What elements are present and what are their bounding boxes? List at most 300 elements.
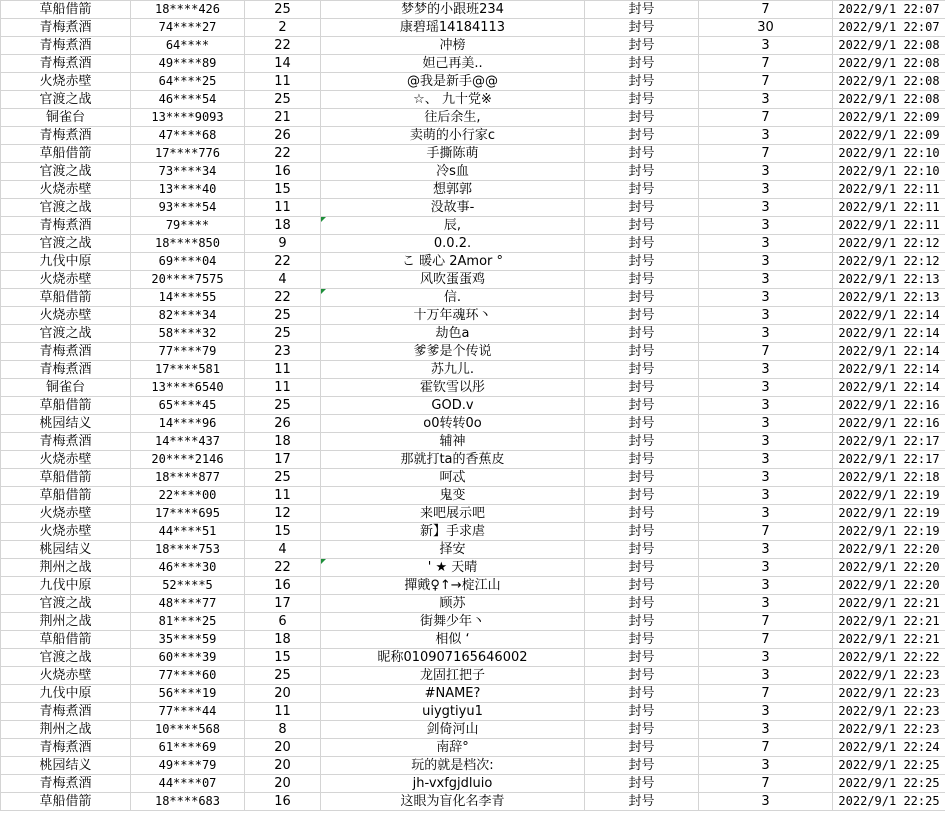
table-row[interactable]: [1, 631, 945, 649]
cell-action[interactable]: 封号: [585, 37, 699, 55]
table-row[interactable]: [1, 559, 945, 577]
cell-nickname[interactable]: ' ★ 天晴: [321, 559, 585, 577]
cell-nickname[interactable]: 择安: [321, 541, 585, 559]
cell-level[interactable]: 18: [245, 631, 321, 649]
cell-timestamp[interactable]: 2022/9/1 22:10: [833, 163, 945, 181]
table-row[interactable]: [1, 217, 945, 235]
cell-account[interactable]: 18****683: [131, 793, 245, 811]
cell-nickname[interactable]: 玩的就是档次:: [321, 757, 585, 775]
cell-server[interactable]: 铜雀台: [1, 379, 131, 397]
cell-server[interactable]: 铜雀台: [1, 109, 131, 127]
cell-timestamp[interactable]: 2022/9/1 22:19: [833, 523, 945, 541]
cell-server[interactable]: 九伐中原: [1, 253, 131, 271]
cell-server[interactable]: 火烧赤壁: [1, 667, 131, 685]
cell-account[interactable]: 49****89: [131, 55, 245, 73]
cell-days[interactable]: 3: [699, 235, 833, 253]
table-row[interactable]: [1, 343, 945, 361]
cell-nickname[interactable]: 冷s血: [321, 163, 585, 181]
cell-action[interactable]: 封号: [585, 181, 699, 199]
cell-timestamp[interactable]: 2022/9/1 22:08: [833, 37, 945, 55]
cell-level[interactable]: 11: [245, 73, 321, 91]
table-row[interactable]: [1, 793, 945, 811]
cell-server[interactable]: 草船借箭: [1, 631, 131, 649]
cell-server[interactable]: 荆州之战: [1, 721, 131, 739]
cell-timestamp[interactable]: 2022/9/1 22:14: [833, 307, 945, 325]
cell-timestamp[interactable]: 2022/9/1 22:08: [833, 73, 945, 91]
cell-timestamp[interactable]: 2022/9/1 22:20: [833, 559, 945, 577]
cell-days[interactable]: 3: [699, 307, 833, 325]
cell-level[interactable]: 26: [245, 127, 321, 145]
cell-days[interactable]: 30: [699, 19, 833, 37]
cell-days[interactable]: 3: [699, 415, 833, 433]
cell-server[interactable]: 官渡之战: [1, 199, 131, 217]
cell-action[interactable]: 封号: [585, 523, 699, 541]
cell-account[interactable]: 47****68: [131, 127, 245, 145]
cell-days[interactable]: 3: [699, 721, 833, 739]
cell-action[interactable]: 封号: [585, 649, 699, 667]
cell-timestamp[interactable]: 2022/9/1 22:07: [833, 19, 945, 37]
cell-server[interactable]: 官渡之战: [1, 91, 131, 109]
table-row[interactable]: [1, 469, 945, 487]
cell-action[interactable]: 封号: [585, 631, 699, 649]
cell-level[interactable]: 4: [245, 541, 321, 559]
cell-action[interactable]: 封号: [585, 325, 699, 343]
cell-nickname[interactable]: 龙固扛把子: [321, 667, 585, 685]
cell-timestamp[interactable]: 2022/9/1 22:13: [833, 271, 945, 289]
cell-account[interactable]: 93****54: [131, 199, 245, 217]
cell-days[interactable]: 3: [699, 37, 833, 55]
cell-nickname[interactable]: 这眼为盲化名李青: [321, 793, 585, 811]
cell-level[interactable]: 12: [245, 505, 321, 523]
cell-action[interactable]: 封号: [585, 1, 699, 19]
cell-timestamp[interactable]: 2022/9/1 22:20: [833, 541, 945, 559]
cell-account[interactable]: 18****753: [131, 541, 245, 559]
cell-level[interactable]: 11: [245, 199, 321, 217]
table-row[interactable]: [1, 775, 945, 793]
cell-timestamp[interactable]: 2022/9/1 22:19: [833, 487, 945, 505]
cell-action[interactable]: 封号: [585, 559, 699, 577]
cell-nickname[interactable]: 康碧瑶14184113: [321, 19, 585, 37]
cell-nickname[interactable]: 信.: [321, 289, 585, 307]
cell-days[interactable]: 3: [699, 577, 833, 595]
cell-timestamp[interactable]: 2022/9/1 22:25: [833, 757, 945, 775]
cell-account[interactable]: 46****54: [131, 91, 245, 109]
cell-level[interactable]: 22: [245, 289, 321, 307]
table-row[interactable]: [1, 613, 945, 631]
cell-account[interactable]: 60****39: [131, 649, 245, 667]
cell-timestamp[interactable]: 2022/9/1 22:09: [833, 109, 945, 127]
cell-days[interactable]: 3: [699, 325, 833, 343]
cell-server[interactable]: 草船借箭: [1, 1, 131, 19]
cell-account[interactable]: 18****850: [131, 235, 245, 253]
cell-action[interactable]: 封号: [585, 793, 699, 811]
cell-action[interactable]: 封号: [585, 739, 699, 757]
cell-account[interactable]: 79****: [131, 217, 245, 235]
cell-timestamp[interactable]: 2022/9/1 22:11: [833, 217, 945, 235]
cell-days[interactable]: 3: [699, 379, 833, 397]
cell-nickname[interactable]: #NAME?: [321, 685, 585, 703]
cell-days[interactable]: 3: [699, 397, 833, 415]
cell-days[interactable]: 7: [699, 523, 833, 541]
cell-nickname[interactable]: 那就打ta的香蕉皮: [321, 451, 585, 469]
table-row[interactable]: [1, 289, 945, 307]
cell-action[interactable]: 封号: [585, 73, 699, 91]
cell-account[interactable]: 14****96: [131, 415, 245, 433]
cell-nickname[interactable]: uiygtiyu1: [321, 703, 585, 721]
cell-action[interactable]: 封号: [585, 91, 699, 109]
cell-days[interactable]: 3: [699, 469, 833, 487]
cell-days[interactable]: 3: [699, 217, 833, 235]
cell-level[interactable]: 22: [245, 145, 321, 163]
cell-account[interactable]: 81****25: [131, 613, 245, 631]
cell-server[interactable]: 火烧赤壁: [1, 451, 131, 469]
cell-level[interactable]: 25: [245, 667, 321, 685]
cell-account[interactable]: 14****55: [131, 289, 245, 307]
cell-account[interactable]: 58****32: [131, 325, 245, 343]
cell-days[interactable]: 3: [699, 559, 833, 577]
cell-level[interactable]: 15: [245, 181, 321, 199]
cell-server[interactable]: 火烧赤壁: [1, 73, 131, 91]
cell-level[interactable]: 25: [245, 1, 321, 19]
cell-server[interactable]: 荆州之战: [1, 559, 131, 577]
cell-action[interactable]: 封号: [585, 757, 699, 775]
cell-server[interactable]: 官渡之战: [1, 163, 131, 181]
cell-level[interactable]: 20: [245, 775, 321, 793]
cell-action[interactable]: 封号: [585, 199, 699, 217]
cell-nickname[interactable]: 剑倚河山: [321, 721, 585, 739]
cell-level[interactable]: 25: [245, 307, 321, 325]
cell-days[interactable]: 7: [699, 109, 833, 127]
cell-account[interactable]: 20****2146: [131, 451, 245, 469]
cell-nickname[interactable]: 街舞少年丶: [321, 613, 585, 631]
table-row[interactable]: [1, 235, 945, 253]
cell-days[interactable]: 3: [699, 487, 833, 505]
cell-days[interactable]: 7: [699, 775, 833, 793]
cell-nickname[interactable]: 想郭郭: [321, 181, 585, 199]
cell-days[interactable]: 7: [699, 55, 833, 73]
cell-server[interactable]: 青梅煮酒: [1, 361, 131, 379]
cell-level[interactable]: 11: [245, 703, 321, 721]
cell-action[interactable]: 封号: [585, 379, 699, 397]
cell-account[interactable]: 13****6540: [131, 379, 245, 397]
cell-account[interactable]: 74****27: [131, 19, 245, 37]
cell-days[interactable]: 7: [699, 613, 833, 631]
cell-timestamp[interactable]: 2022/9/1 22:16: [833, 415, 945, 433]
cell-days[interactable]: 7: [699, 145, 833, 163]
cell-server[interactable]: 青梅煮酒: [1, 19, 131, 37]
cell-timestamp[interactable]: 2022/9/1 22:17: [833, 433, 945, 451]
cell-server[interactable]: 草船借箭: [1, 469, 131, 487]
cell-nickname[interactable]: 昵称010907165646002: [321, 649, 585, 667]
cell-days[interactable]: 3: [699, 595, 833, 613]
cell-server[interactable]: 官渡之战: [1, 649, 131, 667]
cell-action[interactable]: 封号: [585, 541, 699, 559]
cell-level[interactable]: 11: [245, 487, 321, 505]
cell-server[interactable]: 官渡之战: [1, 595, 131, 613]
cell-action[interactable]: 封号: [585, 613, 699, 631]
cell-days[interactable]: 7: [699, 73, 833, 91]
cell-days[interactable]: 7: [699, 631, 833, 649]
cell-account[interactable]: 44****51: [131, 523, 245, 541]
cell-level[interactable]: 11: [245, 361, 321, 379]
cell-nickname[interactable]: 0.0.2.: [321, 235, 585, 253]
cell-timestamp[interactable]: 2022/9/1 22:14: [833, 361, 945, 379]
cell-level[interactable]: 22: [245, 253, 321, 271]
cell-action[interactable]: 封号: [585, 253, 699, 271]
cell-action[interactable]: 封号: [585, 685, 699, 703]
cell-level[interactable]: 20: [245, 739, 321, 757]
cell-account[interactable]: 44****07: [131, 775, 245, 793]
cell-account[interactable]: 22****00: [131, 487, 245, 505]
cell-days[interactable]: 3: [699, 541, 833, 559]
table-row[interactable]: [1, 1, 945, 19]
cell-server[interactable]: 草船借箭: [1, 289, 131, 307]
cell-server[interactable]: 火烧赤壁: [1, 271, 131, 289]
table-row[interactable]: [1, 325, 945, 343]
table-row[interactable]: [1, 415, 945, 433]
cell-account[interactable]: 17****776: [131, 145, 245, 163]
cell-account[interactable]: 46****30: [131, 559, 245, 577]
cell-account[interactable]: 18****877: [131, 469, 245, 487]
cell-timestamp[interactable]: 2022/9/1 22:11: [833, 199, 945, 217]
cell-nickname[interactable]: 冲榜: [321, 37, 585, 55]
cell-server[interactable]: 草船借箭: [1, 487, 131, 505]
cell-account[interactable]: 35****59: [131, 631, 245, 649]
table-row[interactable]: [1, 397, 945, 415]
table-row[interactable]: [1, 487, 945, 505]
table-row[interactable]: [1, 253, 945, 271]
cell-timestamp[interactable]: 2022/9/1 22:25: [833, 793, 945, 811]
cell-action[interactable]: 封号: [585, 109, 699, 127]
cell-timestamp[interactable]: 2022/9/1 22:23: [833, 667, 945, 685]
table-row[interactable]: [1, 199, 945, 217]
table-row[interactable]: [1, 127, 945, 145]
cell-days[interactable]: 3: [699, 505, 833, 523]
cell-action[interactable]: 封号: [585, 361, 699, 379]
cell-action[interactable]: 封号: [585, 505, 699, 523]
cell-days[interactable]: 7: [699, 685, 833, 703]
cell-server[interactable]: 青梅煮酒: [1, 217, 131, 235]
cell-days[interactable]: 7: [699, 1, 833, 19]
cell-server[interactable]: 青梅煮酒: [1, 775, 131, 793]
cell-account[interactable]: 69****04: [131, 253, 245, 271]
cell-level[interactable]: 21: [245, 109, 321, 127]
cell-nickname[interactable]: 鬼变: [321, 487, 585, 505]
cell-account[interactable]: 82****34: [131, 307, 245, 325]
cell-nickname[interactable]: 苏九儿.: [321, 361, 585, 379]
cell-nickname[interactable]: 来吧展示吧: [321, 505, 585, 523]
cell-action[interactable]: 封号: [585, 289, 699, 307]
cell-nickname[interactable]: GOD.v: [321, 397, 585, 415]
table-row[interactable]: [1, 523, 945, 541]
cell-action[interactable]: 封号: [585, 127, 699, 145]
cell-action[interactable]: 封号: [585, 487, 699, 505]
cell-level[interactable]: 15: [245, 523, 321, 541]
cell-account[interactable]: 20****7575: [131, 271, 245, 289]
cell-server[interactable]: 青梅煮酒: [1, 433, 131, 451]
cell-level[interactable]: 23: [245, 343, 321, 361]
cell-account[interactable]: 77****44: [131, 703, 245, 721]
cell-nickname[interactable]: ☆、 九十党※: [321, 91, 585, 109]
table-row[interactable]: [1, 577, 945, 595]
cell-action[interactable]: 封号: [585, 703, 699, 721]
cell-nickname[interactable]: 十万年魂环丶: [321, 307, 585, 325]
cell-server[interactable]: 桃园结义: [1, 415, 131, 433]
table-row[interactable]: [1, 595, 945, 613]
cell-account[interactable]: 61****69: [131, 739, 245, 757]
table-row[interactable]: [1, 361, 945, 379]
cell-days[interactable]: 3: [699, 433, 833, 451]
cell-level[interactable]: 25: [245, 397, 321, 415]
cell-account[interactable]: 17****695: [131, 505, 245, 523]
cell-days[interactable]: 3: [699, 181, 833, 199]
cell-server[interactable]: 青梅煮酒: [1, 127, 131, 145]
table-row[interactable]: [1, 379, 945, 397]
cell-level[interactable]: 16: [245, 577, 321, 595]
cell-timestamp[interactable]: 2022/9/1 22:20: [833, 577, 945, 595]
cell-level[interactable]: 8: [245, 721, 321, 739]
cell-action[interactable]: 封号: [585, 343, 699, 361]
cell-action[interactable]: 封号: [585, 577, 699, 595]
cell-timestamp[interactable]: 2022/9/1 22:10: [833, 145, 945, 163]
cell-timestamp[interactable]: 2022/9/1 22:23: [833, 721, 945, 739]
table-row[interactable]: [1, 37, 945, 55]
cell-level[interactable]: 9: [245, 235, 321, 253]
cell-nickname[interactable]: 霍钦雪以彤: [321, 379, 585, 397]
cell-action[interactable]: 封号: [585, 775, 699, 793]
cell-level[interactable]: 17: [245, 451, 321, 469]
cell-action[interactable]: 封号: [585, 307, 699, 325]
cell-nickname[interactable]: 没故事-: [321, 199, 585, 217]
cell-nickname[interactable]: 辅神: [321, 433, 585, 451]
cell-action[interactable]: 封号: [585, 163, 699, 181]
table-row[interactable]: [1, 433, 945, 451]
cell-server[interactable]: 青梅煮酒: [1, 37, 131, 55]
cell-server[interactable]: 九伐中原: [1, 577, 131, 595]
cell-nickname[interactable]: 呵忒: [321, 469, 585, 487]
cell-account[interactable]: 49****79: [131, 757, 245, 775]
table-row[interactable]: [1, 541, 945, 559]
cell-action[interactable]: 封号: [585, 235, 699, 253]
cell-days[interactable]: 3: [699, 361, 833, 379]
table-row[interactable]: [1, 181, 945, 199]
cell-timestamp[interactable]: 2022/9/1 22:25: [833, 775, 945, 793]
cell-action[interactable]: 封号: [585, 55, 699, 73]
cell-timestamp[interactable]: 2022/9/1 22:09: [833, 127, 945, 145]
cell-timestamp[interactable]: 2022/9/1 22:21: [833, 613, 945, 631]
cell-account[interactable]: 48****77: [131, 595, 245, 613]
cell-days[interactable]: 3: [699, 289, 833, 307]
cell-timestamp[interactable]: 2022/9/1 22:08: [833, 55, 945, 73]
cell-level[interactable]: 20: [245, 757, 321, 775]
cell-nickname[interactable]: 卖萌的小行家c: [321, 127, 585, 145]
cell-level[interactable]: 16: [245, 793, 321, 811]
cell-days[interactable]: 3: [699, 667, 833, 685]
table-row[interactable]: [1, 19, 945, 37]
cell-timestamp[interactable]: 2022/9/1 22:14: [833, 379, 945, 397]
cell-level[interactable]: 15: [245, 649, 321, 667]
cell-server[interactable]: 火烧赤壁: [1, 505, 131, 523]
cell-action[interactable]: 封号: [585, 667, 699, 685]
cell-days[interactable]: 3: [699, 793, 833, 811]
cell-nickname[interactable]: 顾苏: [321, 595, 585, 613]
cell-timestamp[interactable]: 2022/9/1 22:21: [833, 595, 945, 613]
cell-nickname[interactable]: o0转转0o: [321, 415, 585, 433]
cell-server[interactable]: 青梅煮酒: [1, 55, 131, 73]
cell-account[interactable]: 10****568: [131, 721, 245, 739]
cell-account[interactable]: 18****426: [131, 1, 245, 19]
cell-server[interactable]: 青梅煮酒: [1, 343, 131, 361]
cell-level[interactable]: 25: [245, 325, 321, 343]
cell-days[interactable]: 3: [699, 127, 833, 145]
cell-action[interactable]: 封号: [585, 451, 699, 469]
cell-timestamp[interactable]: 2022/9/1 22:07: [833, 1, 945, 19]
cell-days[interactable]: 3: [699, 253, 833, 271]
cell-timestamp[interactable]: 2022/9/1 22:12: [833, 235, 945, 253]
cell-account[interactable]: 73****34: [131, 163, 245, 181]
table-row[interactable]: [1, 307, 945, 325]
cell-level[interactable]: 14: [245, 55, 321, 73]
cell-timestamp[interactable]: 2022/9/1 22:24: [833, 739, 945, 757]
cell-nickname[interactable]: 爹爹是个传说: [321, 343, 585, 361]
table-row[interactable]: [1, 73, 945, 91]
cell-account[interactable]: 77****79: [131, 343, 245, 361]
cell-account[interactable]: 64****: [131, 37, 245, 55]
cell-timestamp[interactable]: 2022/9/1 22:08: [833, 91, 945, 109]
cell-server[interactable]: 草船借箭: [1, 793, 131, 811]
cell-timestamp[interactable]: 2022/9/1 22:16: [833, 397, 945, 415]
cell-timestamp[interactable]: 2022/9/1 22:13: [833, 289, 945, 307]
cell-nickname[interactable]: 妲己再美..: [321, 55, 585, 73]
cell-nickname[interactable]: 劫色a: [321, 325, 585, 343]
cell-action[interactable]: 封号: [585, 145, 699, 163]
cell-timestamp[interactable]: 2022/9/1 22:14: [833, 325, 945, 343]
cell-server[interactable]: 荆州之战: [1, 613, 131, 631]
cell-nickname[interactable]: 手撕陈萌: [321, 145, 585, 163]
cell-server[interactable]: 桃园结义: [1, 757, 131, 775]
cell-account[interactable]: 65****45: [131, 397, 245, 415]
cell-level[interactable]: 4: [245, 271, 321, 289]
cell-timestamp[interactable]: 2022/9/1 22:12: [833, 253, 945, 271]
cell-action[interactable]: 封号: [585, 595, 699, 613]
cell-nickname[interactable]: 往后余生,: [321, 109, 585, 127]
cell-level[interactable]: 6: [245, 613, 321, 631]
cell-level[interactable]: 17: [245, 595, 321, 613]
cell-nickname[interactable]: 风吹蛋蛋鸡: [321, 271, 585, 289]
cell-timestamp[interactable]: 2022/9/1 22:21: [833, 631, 945, 649]
cell-account[interactable]: 14****437: [131, 433, 245, 451]
table-row[interactable]: [1, 685, 945, 703]
cell-timestamp[interactable]: 2022/9/1 22:19: [833, 505, 945, 523]
cell-days[interactable]: 3: [699, 163, 833, 181]
cell-nickname[interactable]: 新】手求虐: [321, 523, 585, 541]
cell-nickname[interactable]: 南辞°: [321, 739, 585, 757]
table-row[interactable]: [1, 145, 945, 163]
cell-account[interactable]: 13****40: [131, 181, 245, 199]
table-row[interactable]: [1, 271, 945, 289]
cell-nickname[interactable]: 辰,: [321, 217, 585, 235]
cell-level[interactable]: 25: [245, 91, 321, 109]
cell-timestamp[interactable]: 2022/9/1 22:18: [833, 469, 945, 487]
cell-nickname[interactable]: こ 暖心 2Amor °: [321, 253, 585, 271]
table-row[interactable]: [1, 757, 945, 775]
cell-days[interactable]: 3: [699, 91, 833, 109]
cell-timestamp[interactable]: 2022/9/1 22:22: [833, 649, 945, 667]
table-row[interactable]: [1, 739, 945, 757]
cell-server[interactable]: 官渡之战: [1, 325, 131, 343]
cell-level[interactable]: 11: [245, 379, 321, 397]
cell-account[interactable]: 13****9093: [131, 109, 245, 127]
